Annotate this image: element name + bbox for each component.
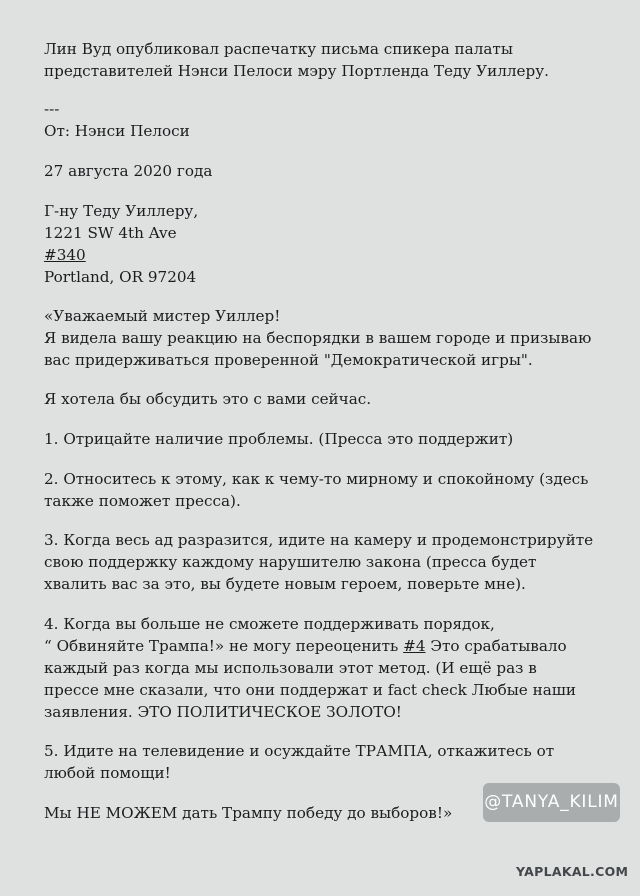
point-4-line <box>44 635 567 658</box>
closing-line: Мы НЕ МОЖЕМ дать Трампу победу до выборов!» <box>44 804 453 822</box>
point-4-text: “ Обвиняйте Трампа!» не могу переоценить <box>44 637 404 655</box>
body-line: Я хотела бы обсудить это с вами сейчас. <box>44 390 372 408</box>
from-line: От: Нэнси Пелоси <box>44 122 190 140</box>
point-4-text: Это срабатывало <box>425 637 567 655</box>
point-5-line: 5. Идите на телевидение и осуждайте ТРАМПА, откажитесь от <box>44 742 555 760</box>
date-line: 27 августа 2020 года <box>44 162 213 180</box>
address-suite: #340 <box>44 246 86 264</box>
username-tag[interactable]: @TANYA_KILIM <box>483 783 620 822</box>
point-4-line: заявления. ЭТО ПОЛИТИЧЕСКОЕ ЗОЛОТО! <box>44 703 402 721</box>
point-3-line: 3. Когда весь ад разразится, идите на камеру и продемонстрируйте <box>44 531 594 549</box>
address-city: Portland, OR 97204 <box>44 268 197 286</box>
point-1: 1. Отрицайте наличие проблемы. (Пресса это поддержит) <box>44 430 514 448</box>
point-3-line: хвалить вас за это, вы будете новым героем, поверьте мне). <box>44 575 526 593</box>
point-2-line: 2. Относитесь к этому, как к чему-то мирному и спокойному (здесь <box>44 470 589 488</box>
intro-line-1: Лин Вуд опубликовал распечатку письма спикера палаты <box>44 40 513 58</box>
site-watermark: YAPLAKAL.COM <box>516 864 629 879</box>
separator: --- <box>44 100 60 118</box>
point-3-line: свою поддержку каждому нарушителю закона (пресса будет <box>44 553 537 571</box>
intro-line-2: представителей Нэнси Пелоси мэру Портленда Теду Уиллеру. <box>44 62 550 80</box>
body-line: Я видела вашу реакцию на беспорядки в вашем городе и призываю <box>44 329 592 347</box>
address-street: 1221 SW 4th Ave <box>44 224 177 242</box>
hashtag-link[interactable]: #4 <box>403 637 426 655</box>
recipient-line: Г-ну Теду Уиллеру, <box>44 202 199 220</box>
point-4-line: 4. Когда вы больше не сможете поддерживать порядок, <box>44 615 495 633</box>
body-line: вас придерживаться проверенной "Демократической игры". <box>44 351 533 369</box>
point-5-line: любой помощи! <box>44 764 171 782</box>
salutation: «Уважаемый мистер Уиллер! <box>44 307 281 325</box>
point-4-line: каждый раз когда мы использовали этот метод. (И ещё раз в <box>44 659 537 677</box>
point-2-line: также поможет пресса). <box>44 492 241 510</box>
point-4-line: прессе мне сказали, что они поддержат и fact check Любые наши <box>44 681 577 699</box>
